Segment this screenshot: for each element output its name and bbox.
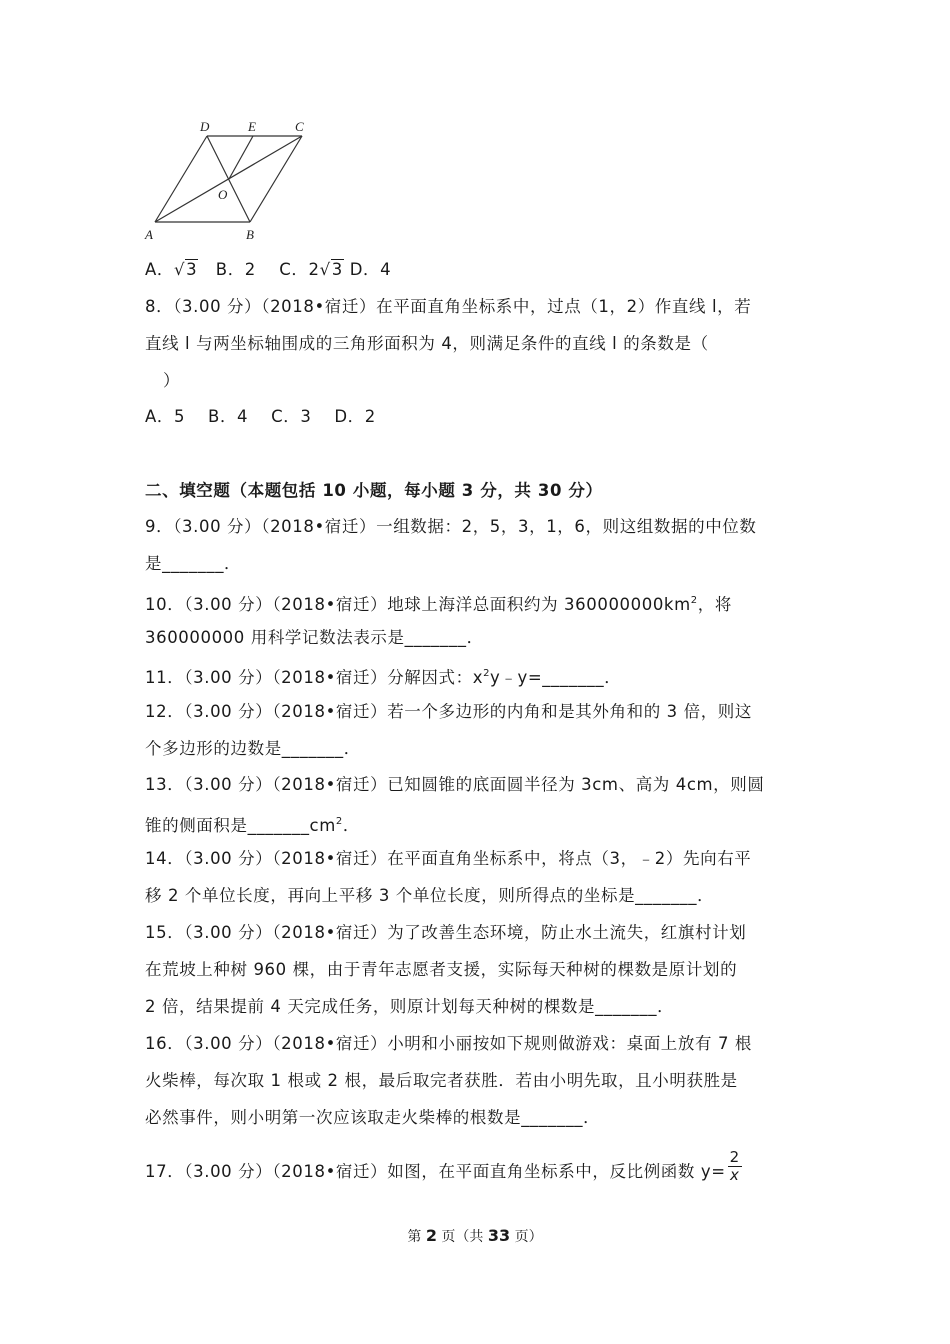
q7-option-a-value: 3 (186, 260, 198, 279)
sqrt-symbol: √3 (319, 260, 343, 279)
label-a: A (145, 227, 153, 242)
q13-text-end: ． (342, 816, 360, 835)
fraction-numerator: 2 (729, 1148, 740, 1166)
q10-text-end: ，将 (697, 595, 732, 614)
label-d: D (200, 119, 210, 134)
q8-line-1: 8．（3.00 分）（2018•宿迁）在平面直角坐标系中，过点（1，2）作直线 l，若 (145, 297, 752, 316)
q13-line-2 (145, 811, 810, 837)
q17-text: 17．（3.00 分）（2018•宿迁）如图，在平面直角坐标系中，反比例函数 y= (145, 1162, 726, 1181)
q7-option-c-value: 3 (331, 260, 343, 279)
q9-line-1: 9．（3.00 分）（2018•宿迁）一组数据：2，5，3，1，6，则这组数据的中位数 (145, 517, 757, 536)
q10-line-1 (145, 590, 810, 616)
label-o: O (218, 187, 228, 202)
q13-text: 锥的侧面积是_______cm (145, 816, 336, 835)
footer-text: 第 (407, 1229, 426, 1245)
q15-line-3: 2 倍，结果提前 4 天完成任务，则原计划每天种树的棵数是_______． (145, 997, 675, 1016)
segment-eo (229, 136, 253, 179)
section-2-title: 二、填空题（本题包括 10 小题，每小题 3 分，共 30 分） (145, 481, 603, 500)
q8-options: A．5 B．4 C．3 D．2 (145, 407, 376, 426)
superscript: 2 (335, 816, 343, 827)
q15-line-2: 在荒坡上种树 960 棵，由于青年志愿者支援，实际每天种树的棵数是原计划的 (145, 960, 738, 979)
q7-option-d: D．4 (349, 260, 392, 279)
q8-line-3: ） (163, 371, 181, 390)
q11-text: 11．（3.00 分）（2018•宿迁）分解因式：x (145, 668, 484, 687)
footer-text: 页（共 (436, 1229, 488, 1245)
q16-line-3: 必然事件，则小明第一次应该取走火柴棒的根数是_______． (145, 1108, 601, 1127)
q8-line-2: 直线 l 与两坐标轴围成的三角形面积为 4，则满足条件的直线 l 的条数是（ (145, 334, 709, 353)
q9-line-2: 是_______． (145, 554, 242, 573)
total-pages: 33 (487, 1226, 511, 1245)
segment-ad (155, 136, 207, 222)
q7-options (145, 259, 810, 281)
q10-text: 10．（3.00 分）（2018•宿迁）地球上海洋总面积约为 360000000km (145, 595, 691, 614)
q14-line-2: 移 2 个单位长度，再向上平移 3 个单位长度，则所得点的坐标是_______． (145, 886, 715, 905)
q10-line-2: 360000000 用科学记数法表示是_______． (145, 628, 484, 647)
fraction-denominator: x (729, 1166, 740, 1184)
footer-text: 页） (510, 1229, 543, 1245)
page-number: 2 (425, 1226, 437, 1245)
fraction (728, 1149, 742, 1184)
page-footer (0, 1226, 950, 1246)
label-b: B (246, 227, 254, 242)
q16-line-1: 16．（3.00 分）（2018•宿迁）小明和小丽按如下规则做游戏：桌面上放有 7 根 (145, 1034, 752, 1053)
q7-option-b: B．2 (215, 260, 256, 279)
label-e: E (248, 119, 256, 134)
q7-option-c-prefix: C．2 (279, 260, 320, 279)
q11-text-end: y﹣y=_______． (490, 668, 622, 687)
q14-line-1: 14．（3.00 分）（2018•宿迁）在平面直角坐标系中，将点（3，﹣2）先向右平 (145, 849, 752, 868)
q17-line-1 (145, 1148, 810, 1190)
superscript: 2 (690, 595, 698, 606)
parallelogram-figure (140, 114, 330, 246)
q12-line-1: 12．（3.00 分）（2018•宿迁）若一个多边形的内角和是其外角和的 3 倍，则这 (145, 702, 752, 721)
q16-line-2: 火柴棒，每次取 1 根或 2 根，最后取完者获胜．若由小明先取，且小明获胜是 (145, 1071, 738, 1090)
segment-cb (250, 136, 302, 222)
sqrt-symbol: √3 (174, 260, 198, 279)
q7-option-a-prefix: A． (145, 260, 174, 279)
superscript: 2 (483, 668, 491, 679)
q13-line-1: 13．（3.00 分）（2018•宿迁）已知圆锥的底面圆半径为 3cm、高为 4cm，则圆 (145, 775, 765, 794)
q11-line-1 (145, 663, 810, 689)
diagonal-db (207, 136, 250, 222)
label-c: C (295, 119, 304, 134)
q15-line-1: 15．（3.00 分）（2018•宿迁）为了改善生态环境，防止水土流失，红旗村计划 (145, 923, 747, 942)
q12-line-2: 个多边形的边数是_______． (145, 739, 361, 758)
